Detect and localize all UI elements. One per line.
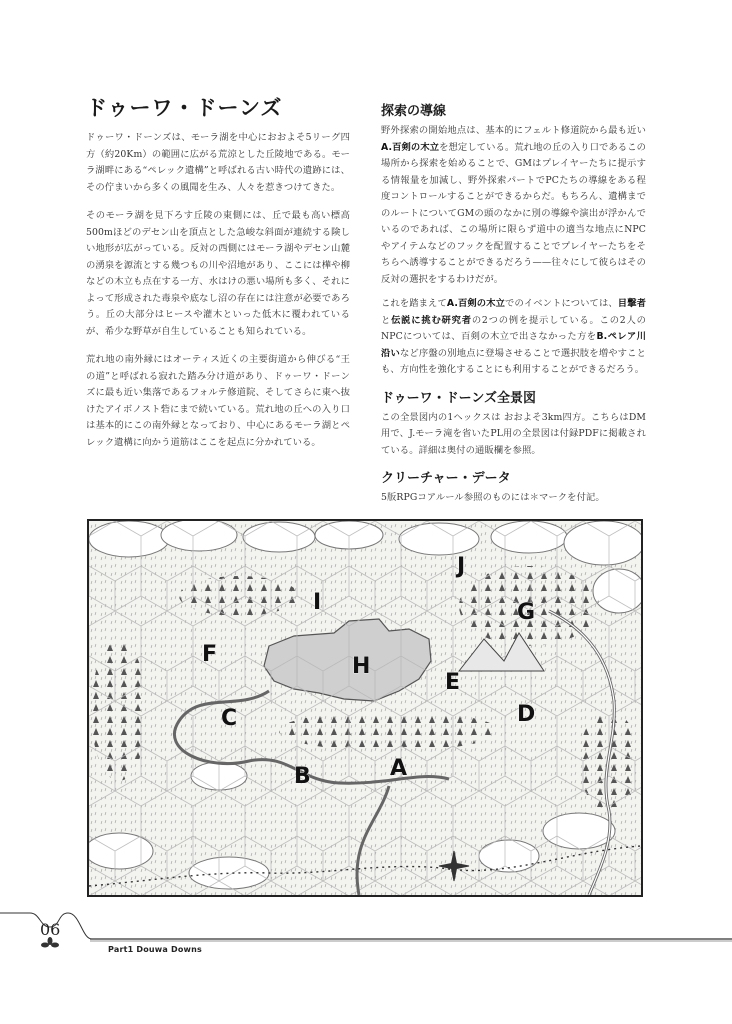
map-illustration — [89, 521, 641, 895]
right-column — [381, 94, 646, 515]
intro-paragraph: ドゥーワ・ドーンズは、モーラ湖を中心におおよそ5リーグ四方（約20Km）の範囲に広がる荒涼とした丘陵地である。モーラ湖畔にある“ペレック遺構”と呼ばれる古い時代の遺跡には、その佇まいから多くの風聞を生み、人々を惹きつけてきた。 — [86, 132, 350, 193]
text-run: の2つの例を提示している。この2人のNPCについては、百剣の木立で出さなかった方を — [381, 314, 646, 342]
south-edge-paragraph: 荒れ地の南外縁にはオーティス近くの主要街道から伸びる“王の道”と呼ばれる寂れた踏み分け道があり、ドゥーワ・ドーンズに最も近い集落であるフォルテ修道院、そしてさらに東へ抜けたアイボノスト砦にまで続いている。荒れ地の丘への入り口は基本的にこの南外縁となっており、中心にあるモーラ湖とペレック遺構に向かう道筋はここを起点に分かれている。 — [86, 354, 350, 448]
map-label-j: J — [457, 554, 466, 579]
exploration-paragraph — [381, 123, 646, 288]
map-label-g: G — [517, 600, 536, 625]
map-label-c: C — [221, 706, 238, 731]
section-heading-exploration: 探索の導線 — [381, 104, 447, 119]
text-run: と — [381, 314, 392, 326]
part-label: Part1 Douwa Downs — [108, 945, 202, 954]
creature-data-paragraph: 5版RPGコアルール参照のものには＊マークを付記。 — [381, 492, 605, 503]
text-run: など序盤の別地点に登場させることで選択肢を増やすことも、方向性を強化することにも利用することができるだろう。 — [381, 347, 646, 375]
text-run: でのイベントについては、 — [505, 298, 618, 309]
text-run: これを踏まえて — [381, 298, 447, 309]
map-label-a: A — [390, 756, 408, 781]
map-label-e: E — [445, 670, 461, 695]
keyword-hyakken: A.百剣の木立 — [381, 141, 440, 153]
text-run: を想定している。荒れ地の丘の入り口であるこの場所から探索を始めることで、GMはプレイヤーたちに提示する情報量を加減し、野外探索パートでPCたちの導線をある程度コントロールすることができるからだ。もちろん、遺構までのルートについてGMの頭のなかに別の導線や演出が浮かんでいるのであれば、この場所に限らず道中の適当な地点にNPCやアイテムなどのフックを配置することでプレイヤーたちをそちらへ誘導することができるだろう——往々にして彼らはその反対の選択をするわけだが。 — [381, 141, 646, 285]
map-label-i: I — [313, 590, 322, 615]
map-label-d: D — [517, 702, 536, 727]
east-west-paragraph: そのモーラ湖を見下ろす丘陵の東側には、丘で最も高い標高500mほどのデセン山を頂点とした急峻な斜面が連続する険しい地形が広がっている。反対の西側にはモーラ湖やデセン山麓の湧泉を源流とする幾つもの川や沼地があり、ここには樺や柳などの木立も点在する一方、水はけの悪い場所も多く、それによって形成された毒泉や底なし沼の存在には注意が必要であろう。丘の大部分はヒースや灌木といった低木に覆われているが、希少な野草が自生していることも知られている。 — [86, 210, 350, 337]
keyword-perea-river: B.ペレア川沿い — [381, 331, 646, 359]
page-title: ドゥーワ・ドーンズ — [86, 95, 283, 120]
region-map — [87, 519, 643, 897]
keyword-witness: 目撃者 — [617, 298, 646, 309]
map-label-b: B — [294, 764, 311, 789]
section-heading-overview-map: ドゥーワ・ドーンズ全景図 — [381, 390, 537, 406]
npc-paragraph — [381, 296, 646, 379]
page-number: 06 — [40, 920, 61, 939]
map-label-h: H — [352, 654, 371, 679]
overview-map-paragraph: この全景図内の1ヘックスは おおよそ3km四方。こちらはDM用で、J.モーラ滝を省いたPL用の全景図は付録PDFに掲載されている。詳細は奥付の通販欄を参照。 — [381, 411, 646, 456]
keyword-researcher: 伝説に挑む研究者 — [391, 314, 472, 326]
left-column — [86, 92, 350, 463]
text-run: 野外探索の開始地点は、基本的にフェルト修道院から最も近い — [381, 125, 646, 136]
map-label-f: F — [202, 642, 218, 667]
section-heading-creature-data: クリーチャー・データ — [381, 471, 511, 486]
keyword-hyakken-2: A.百剣の木立 — [446, 298, 506, 309]
